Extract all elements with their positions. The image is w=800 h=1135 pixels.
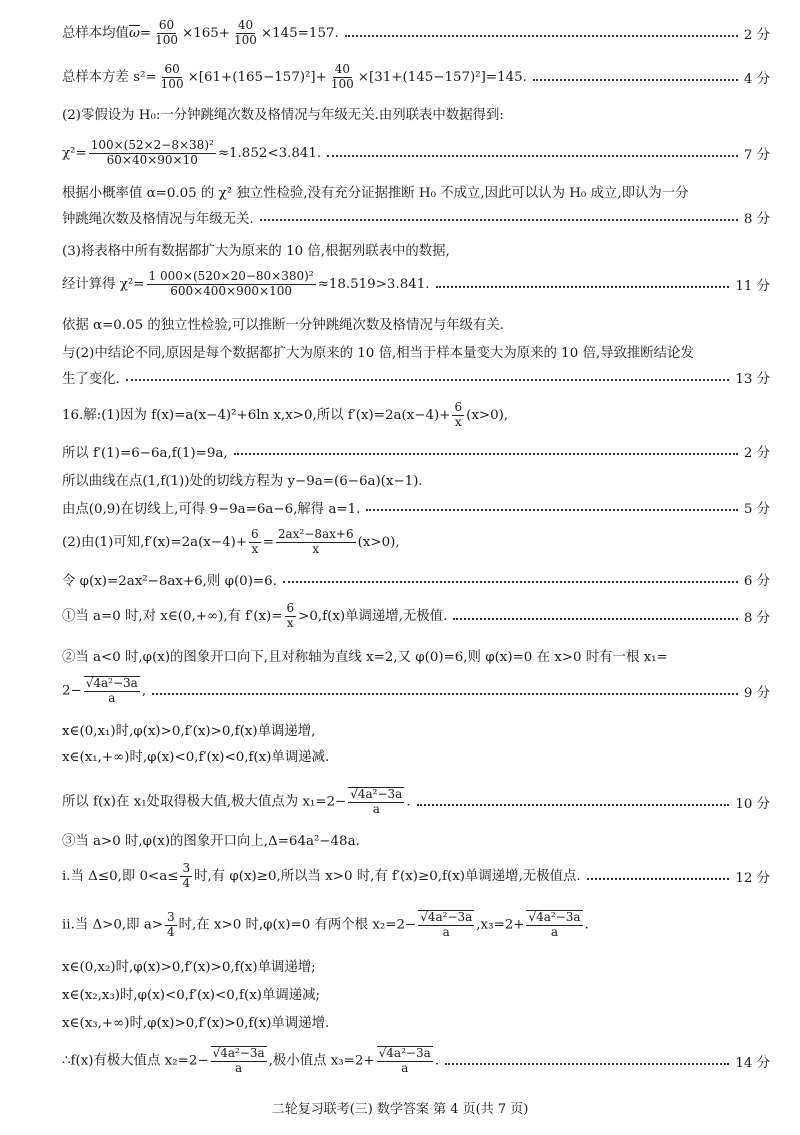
fraction: $\frac{\text{√4a²−3a}}{a}$ bbox=[85, 676, 138, 705]
extreme-points-line: ∴f(x)有极大值点 x₂=2− $\frac{\text{√4a²−3a}}{a}$ ,极小值点 x₃=2+ $\frac{\text{√4a²−3a}}{a}$ . 14 分 bbox=[62, 1046, 770, 1075]
dot-leader bbox=[345, 35, 738, 37]
sample-variance-line: 总样本方差 s²= $\frac{60}{100}$ ×[61+(165−157)²]+ $\frac{40}{100}$ ×[31+(145−157)²]=145. 4 分 bbox=[62, 61, 770, 91]
difference-line: 与(2)中结论不同,原因是每个数据都扩大为原来的 10 倍,相当于样本量变大为原来的 10 倍,导致推断结论发 bbox=[62, 346, 694, 361]
score-label: 7 分 bbox=[743, 147, 770, 163]
solve-a-line: 由点(0,9)在切线上,可得 9−9a=6a−6,解得 a=1. 5 分 bbox=[62, 496, 770, 518]
dot-leader bbox=[283, 581, 738, 583]
dot-leader bbox=[234, 453, 738, 455]
fraction: $\frac{3}{4}$ bbox=[182, 860, 191, 890]
dot-leader bbox=[587, 878, 730, 880]
fraction: $\frac{\text{1 000×(520×20−80×380)²}}{600\times 400\times 900\times 100}$ bbox=[148, 268, 314, 298]
dot-leader bbox=[126, 379, 729, 381]
fraction: $\frac{6}{x}$ bbox=[454, 399, 463, 429]
score-label: 9 分 bbox=[743, 685, 770, 701]
dot-leader bbox=[152, 693, 738, 695]
fraction: $\frac{\text{100×(52×2−8×38)²}}{60\times 40\times 90\times 10}$ bbox=[90, 137, 214, 167]
fraction: $\frac{40}{100}$ bbox=[330, 61, 354, 91]
interval-5-line: x∈(x₃,+∞)时,φ(x)>0,f′(x)>0,f(x)单调递增. bbox=[62, 1016, 330, 1031]
sample-mean-line: 总样本均值$\overline{\omega}=$ $\frac{60}{100}$ ×165+ $\frac{40}{100}$ ×145=157. 2 分 bbox=[62, 17, 770, 47]
score-label: 5 分 bbox=[743, 501, 770, 517]
fraction: $\frac{6}{x}$ bbox=[251, 526, 259, 556]
dot-leader bbox=[436, 286, 730, 288]
subcase-ii-line: ⅱ.当 Δ>0,即 a> $\frac{3}{4}$ 时,在 x>0 时,φ(x)=0 有两个根 x₂=2− $\frac{\text{√4a²−3a}}{a}$ ,x₃=2+ $\frac{\text{√4a²−3a}}{a}$ . bbox=[62, 909, 589, 939]
dot-leader bbox=[260, 219, 738, 221]
page-footer: 二轮复习联考(三) 数学答案 第 4 页(共 7 页) bbox=[271, 1102, 529, 1117]
fraction: $\frac{60}{100}$ bbox=[155, 17, 179, 47]
case-a-negative-line: ②当 a<0 时,φ(x)的图象开口向下,且对称轴为直线 x=2,又 φ(0)=6,则 φ(x)=0 在 x>0 时有一根 x₁= bbox=[62, 650, 668, 665]
phi-definition-line: 令 φ(x)=2ax²−8ax+6,则 φ(0)=6. 6 分 bbox=[62, 568, 770, 590]
dot-leader bbox=[366, 509, 737, 511]
max-point-line: 所以 f(x)在 x₁处取得极大值,极大值点为 x₁=2− $\frac{\text{√4a²−3a}}{a}$ . 10 分 bbox=[62, 787, 770, 816]
part2-derivative-line: (2)由(1)可知,f′(x)=2a(x−4)+ $\frac{6}{x}$ = $\frac{\text{2ax²−8ax+6}}{x}$ (x>0), bbox=[62, 526, 400, 556]
dot-leader bbox=[445, 1063, 729, 1065]
score-label: 12 分 bbox=[735, 870, 770, 886]
dot-leader bbox=[417, 804, 730, 806]
score-label: 10 分 bbox=[735, 796, 770, 812]
fraction: $\frac{\text{√4a²−3a}}{a}$ bbox=[350, 787, 403, 816]
chi-square-line-2: 经计算得 χ²= $\frac{\text{1 000×(520×20−80×380)²}}{600\times 400\times 900\times 100}$ ≈18.519>3.841. 11 分 bbox=[62, 268, 770, 298]
difference-line-2: 生了变化. 13 分 bbox=[62, 366, 770, 388]
subcase-i-line: ⅰ.当 Δ≤0,即 0<a≤ $\frac{3}{4}$ 时,有 φ(x)≥0,所以当 x>0 时,有 f′(x)≥0,f(x)单调递增,无极值点. 12 分 bbox=[62, 860, 770, 890]
dot-leader bbox=[327, 155, 738, 157]
q16-intro-line: 16.解:(1)因为 f(x)=a(x−4)²+6ln x,x>0,所以 f′(x)=2a(x−4)+ $\frac{6}{x}$ (x>0), bbox=[62, 399, 509, 429]
tangent-line: 所以曲线在点(1,f(1))处的切线方程为 y−9a=(6−6a)(x−1). bbox=[62, 474, 423, 489]
score-label: 8 分 bbox=[743, 211, 770, 227]
score-label: 14 分 bbox=[735, 1055, 770, 1071]
conclusion-line: 根据小概率值 α=0.05 的 χ² 独立性检验,没有充分证据推断 H₀ 不成立,因此可以认为 H₀ 成立,即认为一分 bbox=[62, 186, 689, 201]
score-label: 2 分 bbox=[743, 445, 770, 461]
score-label: 8 分 bbox=[743, 610, 770, 626]
null-hypothesis-line: (2)零假设为 H₀:一分钟跳绳次数及格情况与年级无关.由列联表中数据得到: bbox=[62, 108, 504, 123]
fraction: $\frac{60}{100}$ bbox=[160, 61, 184, 91]
fraction: $\frac{40}{100}$ bbox=[234, 17, 257, 47]
derivative-value-line: 所以 f′(1)=6−6a,f(1)=9a, 2 分 bbox=[62, 440, 770, 462]
fraction: $\frac{6}{x}$ bbox=[286, 600, 295, 630]
root-x1-line: 2− $\frac{\text{√4a²−3a}}{a}$ , 9 分 bbox=[62, 676, 770, 705]
fraction: $\frac{\text{√4a²−3a}}{a}$ bbox=[528, 910, 581, 939]
score-label: 4 分 bbox=[743, 71, 770, 87]
interval-2-line: x∈(x₁,+∞)时,φ(x)<0,f′(x)<0,f(x)单调递减. bbox=[62, 750, 330, 765]
score-label: 2 分 bbox=[743, 27, 770, 43]
case-a-zero-line: ①当 a=0 时,对 x∈(0,+∞),有 f′(x)= $\frac{6}{x}$ >0,f(x)单调递增,无极值. 8 分 bbox=[62, 600, 770, 630]
fraction: $\frac{\text{2ax²−8ax+6}}{x}$ bbox=[277, 526, 354, 556]
inference-line: 依据 α=0.05 的独立性检验,可以推断一分钟跳绳次数及格情况与年级有关. bbox=[62, 318, 505, 333]
dot-leader bbox=[533, 79, 738, 81]
score-label: 13 分 bbox=[735, 371, 770, 387]
interval-4-line: x∈(x₂,x₃)时,φ(x)<0,f′(x)<0,f(x)单调递减; bbox=[62, 988, 321, 1003]
score-label: 6 分 bbox=[743, 573, 770, 589]
fraction: $\frac{\text{√4a²−3a}}{a}$ bbox=[212, 1046, 265, 1075]
interval-1-line: x∈(0,x₁)时,φ(x)>0,f′(x)>0,f(x)单调递增, bbox=[62, 724, 316, 739]
conclusion-line-2: 钟跳绳次数及格情况与年级无关. 8 分 bbox=[62, 206, 770, 228]
dot-leader bbox=[453, 618, 737, 620]
case-a-positive-line: ③当 a>0 时,φ(x)的图象开口向上,Δ=64a²−48a. bbox=[62, 834, 360, 849]
score-label: 11 分 bbox=[735, 278, 770, 294]
chi-square-line: χ²= $\frac{\text{100×(52×2−8×38)²}}{60\times 40\times 90\times 10}$ ≈1.852<3.841. 7 分 bbox=[62, 137, 770, 167]
fraction: $\frac{3}{4}$ bbox=[167, 909, 175, 939]
fraction: $\frac{\text{√4a²−3a}}{a}$ bbox=[420, 910, 473, 939]
fraction: $\frac{\text{√4a²−3a}}{a}$ bbox=[378, 1046, 431, 1075]
interval-3-line: x∈(0,x₂)时,φ(x)>0,f′(x)>0,f(x)单调递增; bbox=[62, 960, 316, 975]
part3-line: (3)将表格中所有数据都扩大为原来的 10 倍,根据列联表中的数据, bbox=[62, 244, 450, 259]
